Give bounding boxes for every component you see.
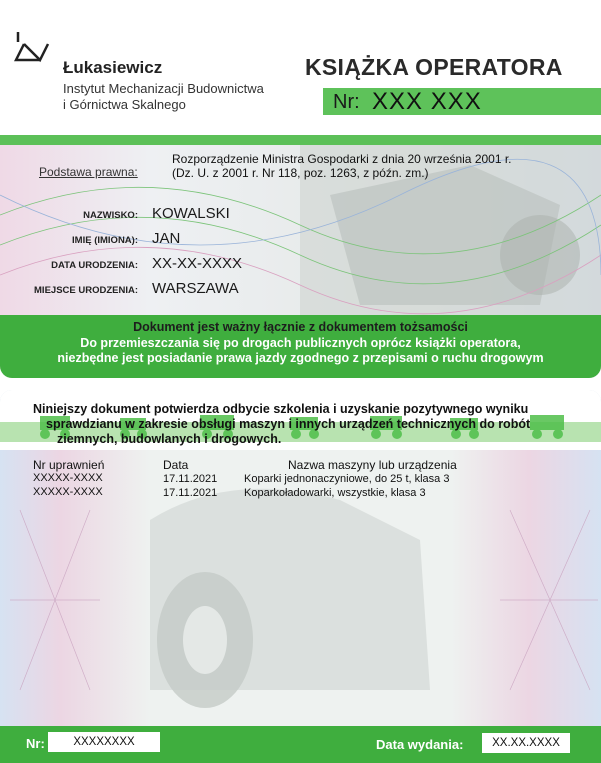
institute-name-line1: Instytut Mechanizacji Budownictwa [63, 81, 264, 96]
birth-place-label: MIEJSCE URODZENIA: [34, 285, 138, 296]
card-front [0, 135, 601, 378]
issue-date-value: XX.XX.XXXX [482, 733, 570, 753]
birth-date-label: DATA URODZENIA: [51, 260, 138, 271]
surname-value: KOWALSKI [152, 205, 230, 222]
certificate-statement-line1: Niniejszy dokument potwierdza odbycie szkolenia i uzyskanie pozytywnego wyniku [33, 402, 529, 416]
header-machine-name: Nazwa maszyny lub urządzenia [288, 458, 457, 472]
row1-license-number: XXXXX-XXXX [33, 472, 103, 484]
document-number-label: Nr: [333, 91, 360, 113]
birth-place-value: WARSZAWA [152, 280, 239, 297]
first-name-label: IMIĘ (IMIONA): [72, 235, 138, 246]
brand-name: Łukasiewicz [63, 58, 163, 77]
card-number-value: XXXXXXXX [48, 732, 160, 752]
lukasiewicz-logo-icon [14, 30, 52, 72]
first-name-value: JAN [152, 230, 181, 247]
row2-machine-name: Koparkoładowarki, wszystkie, klasa 3 [244, 487, 426, 499]
birth-date-value: XX-XX-XXXX [152, 255, 243, 272]
certificate-statement-line3: ziemnych, budowlanych i drogowych. [57, 432, 282, 446]
issue-date-label: Data wydania: [376, 737, 464, 752]
front-top-stripe [0, 135, 601, 145]
card-number-label: Nr: [26, 736, 45, 751]
regulation-line2: (Dz. U. z 2001 r. Nr 118, poz. 1263, z późn. zm.) [172, 166, 429, 180]
row1-machine-name: Koparki jednonaczyniowe, do 25 t, klasa 3 [244, 473, 450, 485]
surname-label: NAZWISKO: [83, 210, 138, 221]
document-title: KSIĄŻKA OPERATORA [305, 54, 563, 80]
driving-notice-line1: Do przemieszczania się po drogach publicznych oprócz książki operatora, [80, 336, 521, 350]
card-back [0, 390, 601, 763]
row2-date: 17.11.2021 [163, 487, 218, 499]
header-license-number: Nr uprawnień [33, 458, 105, 472]
document-number-value: XXX XXX [372, 88, 482, 115]
row1-date: 17.11.2021 [163, 473, 218, 485]
institute-name-line2: i Górnictwa Skalnego [63, 97, 186, 112]
regulation-line1: Rozporządzenie Ministra Gospodarki z dnia 20 września 2001 r. [172, 152, 512, 166]
driving-notice-line2: niezbędne jest posiadanie prawa jazdy zgodnego z przepisami o ruchu drogowym [57, 351, 544, 365]
header-date: Data [163, 458, 189, 472]
legal-basis-label: Podstawa prawna: [39, 165, 138, 179]
validity-notice: Dokument jest ważny łącznie z dokumentem tożsamości [133, 320, 468, 334]
row2-license-number: XXXXX-XXXX [33, 486, 103, 498]
certificate-statement-line2: sprawdzianu w zakresie obsługi maszyn i innych urządzeń technicznych do robót [46, 417, 531, 431]
